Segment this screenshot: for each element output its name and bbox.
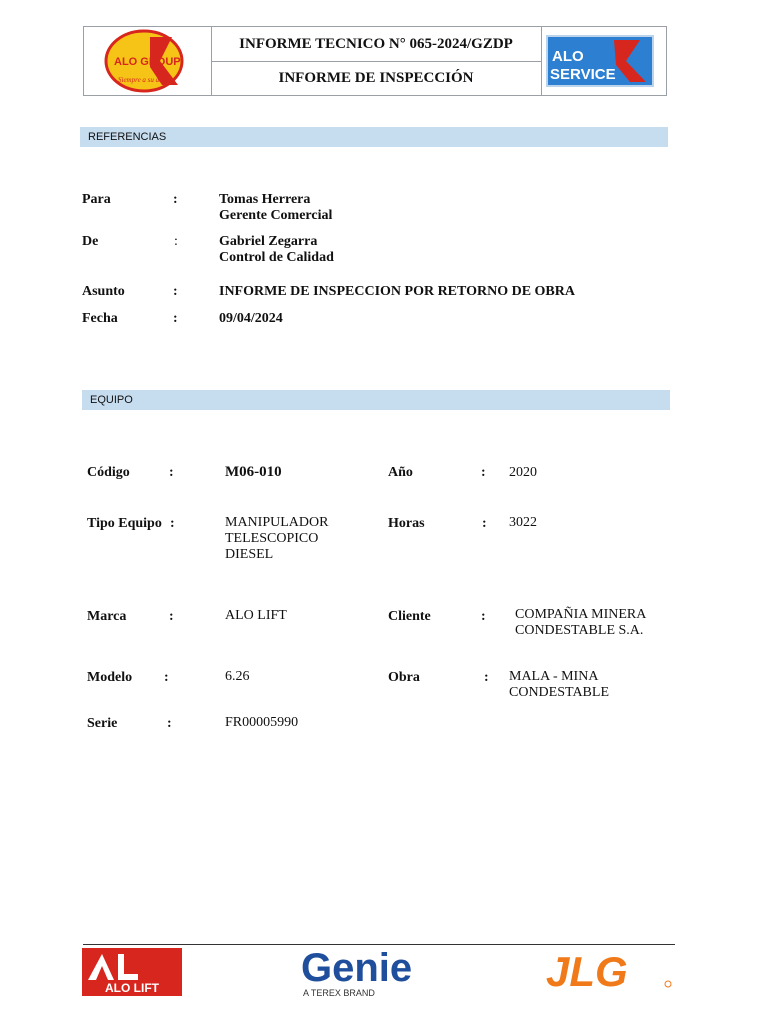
para-value [219, 192, 332, 224]
svg-text:SERVICE: SERVICE [550, 66, 616, 83]
svg-text:JLG: JLG [546, 948, 628, 992]
asunto-colon: : [173, 284, 178, 299]
de-colon: : [174, 234, 178, 249]
tipo-label: Tipo Equipo [87, 516, 162, 531]
horas-value: 3022 [509, 515, 537, 530]
para-label: Para [82, 192, 111, 207]
modelo-label: Modelo [87, 670, 133, 685]
alo-group-logo-cell [84, 27, 212, 95]
section-equipo: EQUIPO [82, 390, 670, 410]
serie-value: FR00005990 [225, 715, 299, 730]
report-subtitle: INFORME DE INSPECCIÓN [278, 70, 474, 86]
svg-text:ALO GROUP: ALO GROUP [114, 56, 181, 68]
svg-text:ALO LIFT: ALO LIFT [105, 981, 159, 995]
anio-label: Año [388, 465, 413, 480]
de-value [219, 234, 334, 266]
anio-value: 2020 [509, 465, 537, 480]
svg-text:A TEREX BRAND: A TEREX BRAND [303, 988, 375, 998]
report-title: INFORME TECNICO N° 065-2024/GZDP [211, 27, 541, 62]
cliente-label: Cliente [388, 609, 431, 624]
svg-text:ALO: ALO [552, 48, 584, 65]
fecha-label: Fecha [82, 311, 118, 326]
modelo-colon: : [164, 670, 169, 685]
cliente-line-1: COMPAÑIA MINERA [515, 607, 647, 622]
serie-colon: : [167, 716, 172, 731]
obra-label: Obra [388, 670, 420, 685]
svg-text:Genie: Genie [301, 946, 413, 990]
alo-group-logo [84, 27, 211, 95]
codigo-label: Código [87, 465, 130, 480]
horas-colon: : [482, 516, 487, 531]
para-title: Gerente Comercial [219, 208, 333, 223]
cliente-value [515, 607, 646, 639]
modelo-value: 6.26 [225, 669, 250, 684]
codigo-colon: : [169, 465, 174, 480]
asunto-value: INFORME DE INSPECCION POR RETORNO DE OBRA [219, 284, 575, 299]
de-title: Control de Calidad [219, 250, 334, 265]
alo-lift-logo [82, 948, 182, 996]
horas-label: Horas [388, 516, 425, 531]
tipo-line-3: DIESEL [225, 547, 274, 562]
para-name: Tomas Herrera [219, 192, 311, 207]
anio-colon: : [481, 465, 486, 480]
section-referencias: REFERENCIAS [80, 127, 668, 147]
tipo-line-1: MANIPULADOR [225, 515, 329, 530]
serie-label: Serie [87, 716, 118, 731]
marca-value: ALO LIFT [225, 608, 287, 623]
jlg-logo [544, 948, 676, 992]
alo-service-logo-cell [542, 27, 667, 95]
obra-value [509, 669, 609, 701]
cliente-line-2: CONDESTABLE S.A. [515, 623, 644, 638]
de-label: De [82, 234, 99, 249]
marca-colon: : [169, 609, 174, 624]
cliente-colon: : [481, 609, 486, 624]
tipo-line-2: TELESCOPICO [225, 531, 319, 546]
fecha-value: 09/04/2024 [219, 311, 283, 326]
marca-label: Marca [87, 609, 127, 624]
header-title-cell [211, 27, 542, 95]
obra-colon: : [484, 670, 489, 685]
asunto-label: Asunto [82, 284, 125, 299]
genie-logo [298, 944, 448, 1000]
report-header [83, 26, 667, 96]
obra-line-1: MALA - MINA [509, 669, 599, 684]
tipo-value [225, 515, 328, 563]
codigo-value: M06-010 [225, 464, 282, 480]
de-name: Gabriel Zegarra [219, 234, 318, 249]
fecha-colon: : [173, 311, 178, 326]
para-colon: : [173, 192, 178, 207]
tipo-colon: : [170, 516, 175, 531]
svg-text:Siempre a su altura: Siempre a su altura [118, 76, 173, 84]
obra-line-2: CONDESTABLE [509, 685, 609, 700]
alo-service-logo [542, 27, 667, 95]
